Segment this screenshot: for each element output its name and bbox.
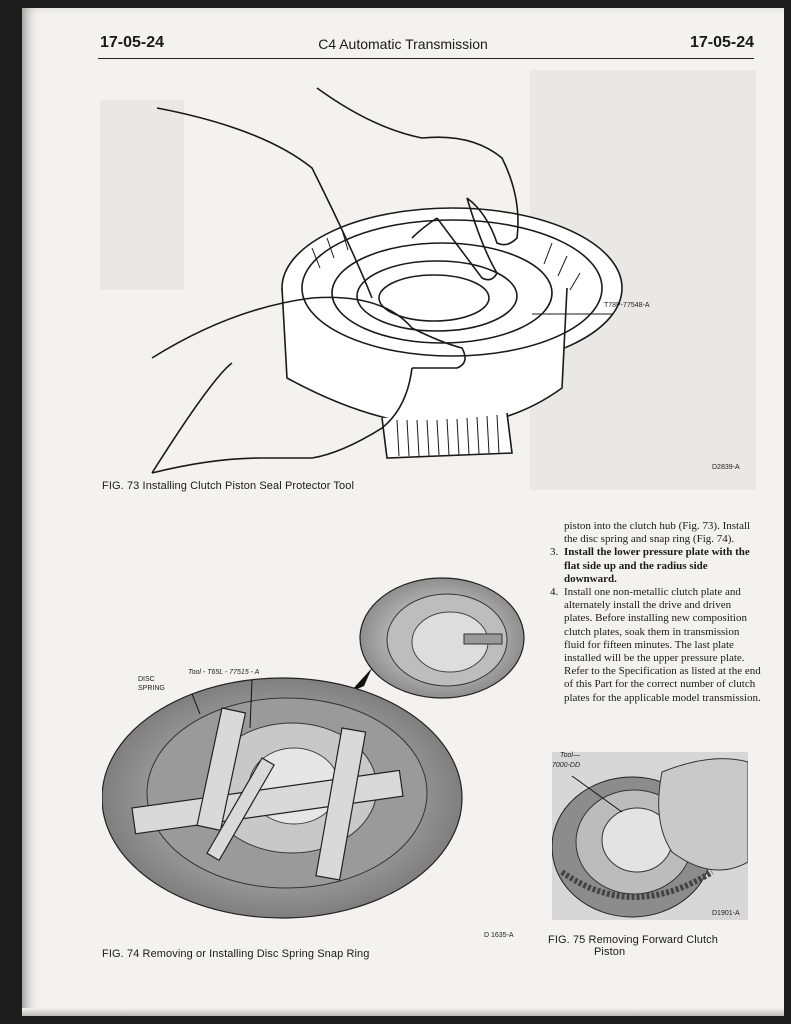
fig75-illustration <box>552 752 748 920</box>
fig74-code: D 1635-A <box>484 932 514 939</box>
page-title: C4 Automatic Transmission <box>318 36 488 52</box>
fig75-tool-label-line1: Tool— <box>560 752 580 759</box>
fig75-tool-label-line2: 7000-DD <box>552 762 581 769</box>
fig74-illustration <box>102 568 532 928</box>
step-4: 4. Install one non-metallic clutch plate and alternately install the drive and driven plates. Before installing new composition clutch plates, soak them in transmission fluid for fifteen minutes. The last plate installed will be the upper pressure plate. Refer to the Specification as listed at the end of this Part for the correct number of clutch plates for the applicable model transmission. <box>550 586 761 704</box>
procedure-steps <box>540 520 762 705</box>
fig75-caption-line1: FIG. 75 Removing Forward Clutch <box>548 934 718 946</box>
header-rule <box>98 58 754 59</box>
step-3: 3. Install the lower pressure plate with the flat side up and the radius side downward. <box>550 546 750 585</box>
step-continuation: piston into the clutch hub (Fig. 73). Install the disc spring and snap ring (Fig. 74). <box>564 520 751 546</box>
page-number-left: 17-05-24 <box>100 34 165 51</box>
fig74-spring-label: SPRING <box>138 685 165 692</box>
page-bottom-edge <box>22 1008 784 1016</box>
fig73-caption: FIG. 73 Installing Clutch Piston Seal Protector Tool <box>102 480 355 492</box>
fig73-tool-label: T78P-77548-A <box>604 302 650 309</box>
fig75-caption-line2: Piston <box>594 946 626 958</box>
manual-page <box>22 8 784 1016</box>
fig74-caption: FIG. 74 Removing or Installing Disc Spring Snap Ring <box>102 948 370 960</box>
fig74-disc-label: DISC <box>138 676 155 683</box>
fig73-illustration <box>112 78 632 498</box>
fig74-tool-label: Tool - T65L - 77515 - A <box>188 669 260 676</box>
page-number-right: 17-05-24 <box>689 34 754 51</box>
fig75-code: D1901-A <box>712 910 740 917</box>
fig73-code: D2839-A <box>712 464 740 471</box>
